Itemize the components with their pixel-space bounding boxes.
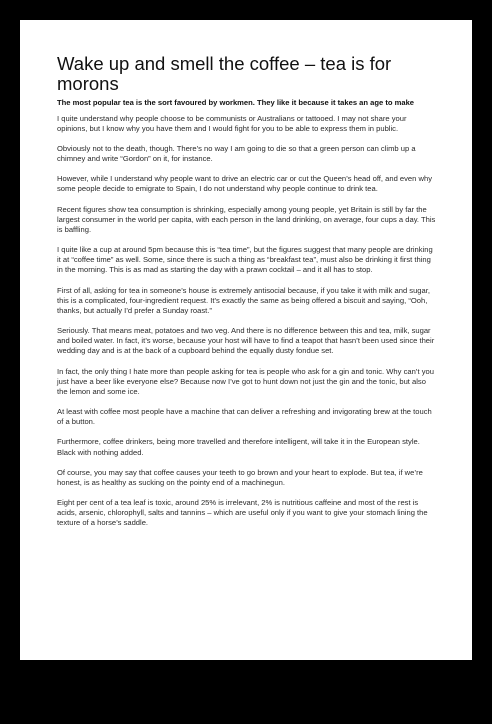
paragraph: Seriously. That means meat, potatoes and two veg. And there is no difference between this and tea, milk, sugar and boiled water. In fact, it’s worse, because your host will have to find a teapot that hasn’t been used since their wedding day and is at the back of a cupboard behind the equally dusty fondue set. <box>57 326 435 356</box>
paragraph: In fact, the only thing I hate more than people asking for tea is people who ask for a gin and tonic. Why can’t you just have a beer like everyone else? Because now I’ve got to hunt down not just the gin and the tonic, but also the lemon and some ice. <box>57 366 434 396</box>
paragraph: I quite understand why people choose to be communists or Australians or tattooed. I may not share your opinions, but I know why you have them and I would fight for you to be able to express them in public. <box>57 113 407 133</box>
article-subtitle: The most popular tea is the sort favoured by workmen. They like it because it takes an age to make <box>57 98 415 107</box>
paragraph: Obviously not to the death, though. There’s no way I am going to die so that a green person can climb up a chimney and write “Gordon” on it, for instance. <box>57 143 416 164</box>
document-page <box>20 20 472 660</box>
paragraph: Recent figures show tea consumption is shrinking, especially among young people, yet Britain is still by far the largest consumer in the world per capita, with each person in the land drinking, on average, four cups a day. This is baffling. <box>57 204 436 234</box>
paragraph: At least with coffee most people have a machine that can deliver a refreshing and invigorating brew at the touch of a button. <box>57 407 432 427</box>
paragraph: However, while I understand why people want to drive an electric car or cut the Queen’s head off, and even why some people decide to emigrate to Spain, I do not understand why people continue to drink tea. <box>57 174 432 194</box>
article-title: Wake up and smell the coffee – tea is for morons <box>57 53 392 94</box>
paragraph: First of all, asking for tea in someone’s house is extremely antisocial because, if you take it with milk and sugar, this is a complicated, four-ingredient request. It’s exactly the same as being offered a biscuit and saying, “Ooh, thanks, but actually I’d prefer a Sunday roast.” <box>57 285 430 315</box>
paragraph: Furthermore, coffee drinkers, being more travelled and therefore intelligent, will take it in the European style. Black with nothing added. <box>57 437 420 457</box>
paragraph: Eight per cent of a tea leaf is toxic, around 25% is irrelevant, 2% is nutritious caffeine and most of the rest is acids, arsenic, chlorophyll, salts and tannins – which are useful only if you want to give your stomach lining the texture of a horse’s saddle. <box>57 498 428 528</box>
paragraph: I quite like a cup at around 5pm because this is “tea time”, but the figures suggest that many people are drinking it at “coffee time” as well. Some, since there is such a thing as “breakfast tea”, must also be drinking it first thing in the morning. This is as mad as starting the day with a prawn cocktail – and it all has to stop. <box>57 245 433 275</box>
paragraph: Of course, you may say that coffee causes your teeth to go brown and your heart to explode. But tea, if we’re honest, is as healthy as sucking on the pointy end of a machinegun. <box>57 467 423 487</box>
